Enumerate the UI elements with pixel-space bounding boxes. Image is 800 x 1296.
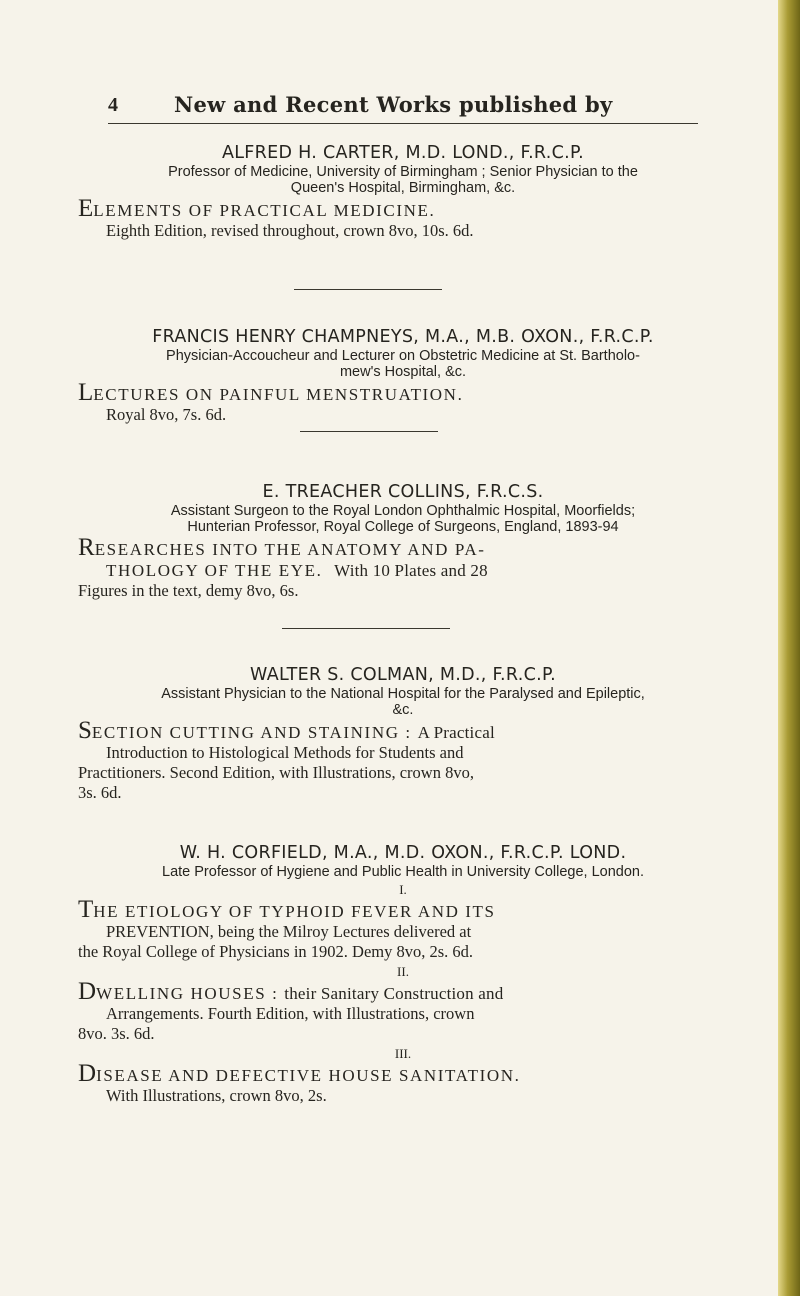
work-title: SECTION CUTTING AND STAINING : A Practical [78, 717, 495, 744]
author-affiliation: Assistant Surgeon to the Royal London Ophthalmic Hospital, Moorfields; [170, 503, 636, 519]
author-affiliation: Queen's Hospital, Birmingham, &c. [290, 180, 516, 196]
page-edge [778, 0, 800, 1296]
work-title: DISEASE AND DEFECTIVE HOUSE SANITATION. [78, 1060, 521, 1087]
author-name: ALFRED H. CARTER, M.D. LOND., F.R.C.P. [221, 143, 585, 163]
author-affiliation: Assistant Physician to the National Hospital for the Paralysed and Epileptic, [161, 686, 645, 702]
work-details: Royal 8vo, 7s. 6d. [106, 405, 227, 424]
work-details: 3s. 6d. [78, 783, 122, 802]
running-title: New and Recent Works published by [174, 92, 613, 117]
author-name: E. TREACHER COLLINS, F.R.C.S. [262, 482, 544, 502]
header-rule [108, 123, 698, 124]
entry-carter [78, 142, 728, 241]
separator-rule [282, 628, 450, 629]
work-details: With Illustrations, crown 8vo, 2s. [106, 1086, 327, 1105]
author-affiliation: mew's Hospital, &c. [339, 364, 467, 380]
work-details: Eighth Edition, revised throughout, crown 8vo, 10s. 6d. [106, 221, 474, 240]
page-number: 4 [108, 94, 118, 116]
work-details: the Royal College of Physicians in 1902. Demy 8vo, 2s. 6d. [78, 942, 474, 961]
author-affiliation: &c. [392, 702, 414, 718]
work-details: 8vo. 3s. 6d. [78, 1024, 155, 1043]
separator-rule [294, 289, 442, 290]
work-title: DWELLING HOUSES : their Sanitary Construction and [78, 978, 504, 1005]
author-affiliation: Professor of Medicine, University of Birmingham ; Senior Physician to the [168, 164, 638, 180]
author-affiliation: Late Professor of Hygiene and Public Health in University College, London. [162, 864, 644, 880]
work-details: Practitioners. Second Edition, with Illustrations, crown 8vo, [78, 763, 474, 782]
work-numeral: III. [394, 1046, 412, 1061]
author-name: WALTER S. COLMAN, M.D., F.R.C.P. [250, 665, 556, 685]
work-numeral: I. [399, 882, 407, 897]
author-affiliation: Physician-Accoucheur and Lecturer on Obstetric Medicine at St. Bartholo- [166, 348, 640, 364]
work-title: RESEARCHES INTO THE ANATOMY AND PA- [78, 534, 486, 561]
work-details: PREVENTION, being the Milroy Lectures delivered at [106, 922, 472, 941]
entry-colman [78, 664, 728, 803]
work-details: Introduction to Histological Methods for Students and [106, 743, 464, 762]
work-details: Arrangements. Fourth Edition, with Illustrations, crown [106, 1004, 475, 1023]
work-title: ELEMENTS OF PRACTICAL MEDICINE. [78, 195, 436, 222]
separator-rule [300, 431, 438, 432]
work-details: Figures in the text, demy 8vo, 6s. [78, 581, 299, 600]
author-affiliation: Hunterian Professor, Royal College of Surgeons, England, 1893-94 [187, 519, 619, 535]
author-name: FRANCIS HENRY CHAMPNEYS, M.A., M.B. OXON., F.R.C.P. [152, 327, 654, 347]
work-title-continued: THOLOGY OF THE EYE. With 10 Plates and 28 [106, 561, 488, 580]
entry-collins [78, 481, 728, 601]
work-numeral: II. [397, 964, 409, 979]
entry-corfield [78, 842, 728, 1106]
work-title: THE ETIOLOGY OF TYPHOID FEVER AND ITS [78, 896, 496, 923]
entry-champneys [78, 326, 728, 425]
running-head [108, 92, 708, 128]
author-name: W. H. CORFIELD, M.A., M.D. OXON., F.R.C.P. LOND. [179, 843, 627, 863]
work-title: LECTURES ON PAINFUL MENSTRUATION. [78, 379, 464, 406]
